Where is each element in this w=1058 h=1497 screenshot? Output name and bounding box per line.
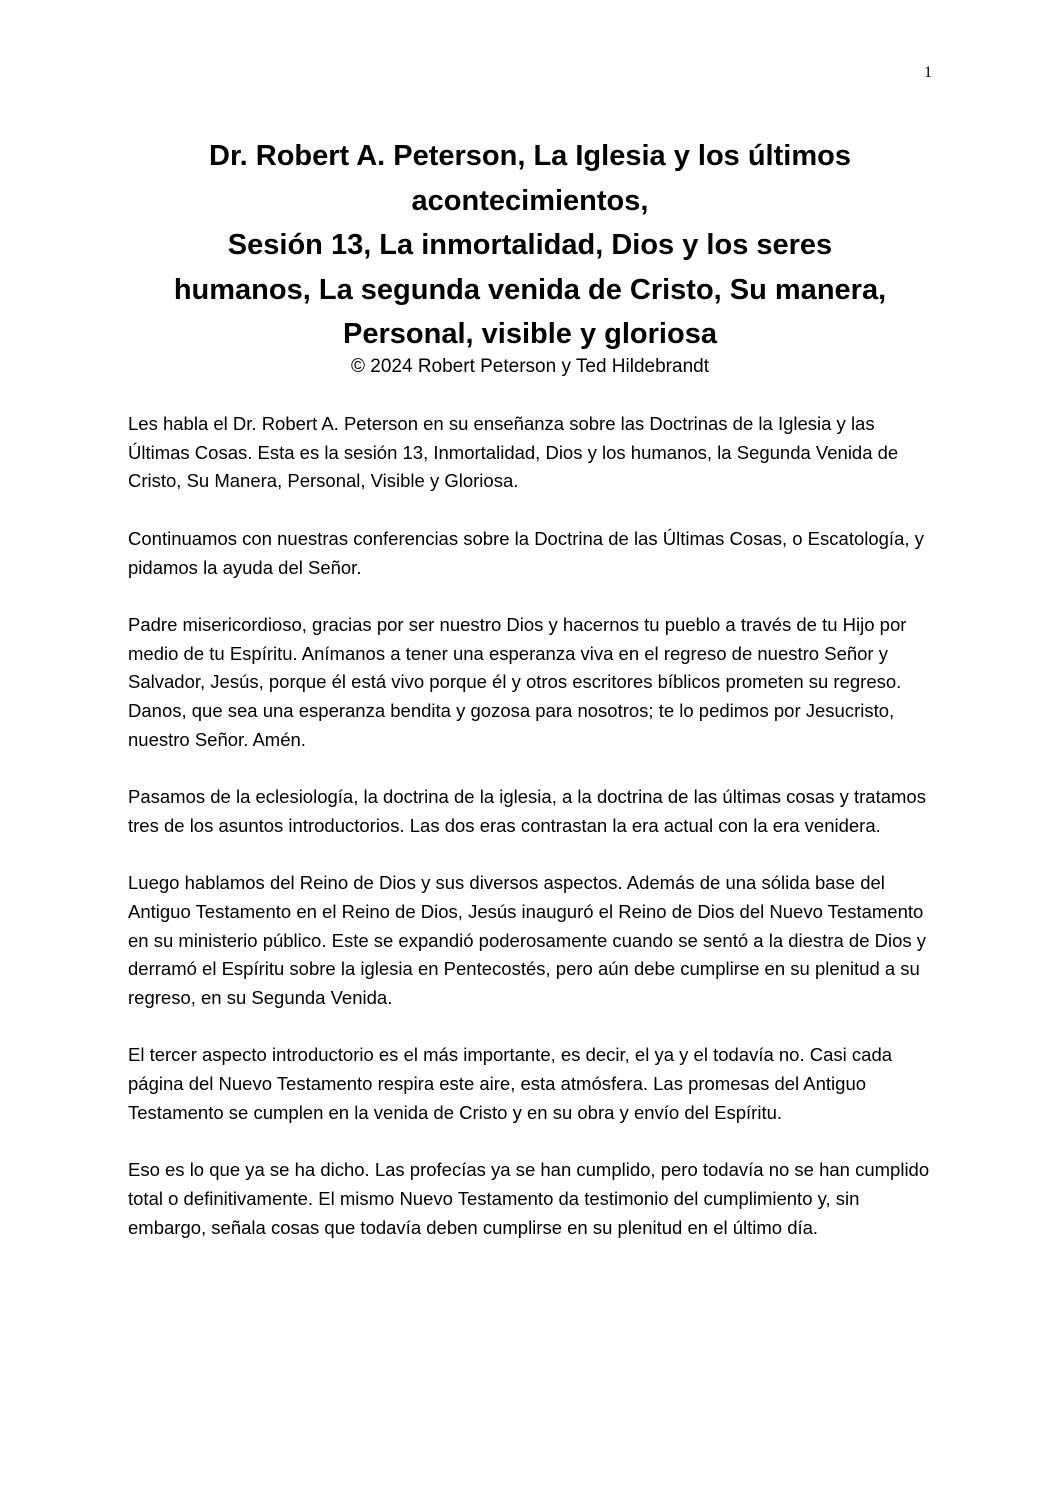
paragraph: Continuamos con nuestras conferencias sobre la Doctrina de las Últimas Cosas, o Escatología, y pidamos la ayuda del Señor. [128, 527, 924, 578]
paragraph: El tercer aspecto introductorio es el más importante, es decir, el ya y el todavía no. Casi cada página del Nuevo Testamento respira este aire, esta atmósfera. Las promesas del Antiguo Testamento se cumplen en la venida de Cristo y en su obra y envío del Espíritu. [128, 1044, 893, 1123]
document-header [110, 134, 950, 381]
title-line: humanos, La segunda venida de Cristo, Su manera, [173, 273, 887, 306]
paragraph: Padre misericordioso, gracias por ser nuestro Dios y hacernos tu pueblo a través de tu Hijo por medio de tu Espíritu. Anímanos a tener una esperanza viva en el regreso de nuestro Señor y Salvador, Jesús, porque él está vivo porque él y otros escritores bíblicos prometen su regreso. Danos, que sea una esperanza bendita y gozosa para nosotros; te lo pedimos por Jesucristo, nuestro Señor. Amén. [128, 613, 907, 750]
copyright-notice: © 2024 Robert Peterson y Ted Hildebrandt [351, 355, 709, 377]
page-number: 1 [924, 64, 932, 81]
title-line: Personal, visible y gloriosa [343, 318, 717, 350]
paragraph: Les habla el Dr. Robert A. Peterson en su enseñanza sobre las Doctrinas de la Iglesia y las Últimas Cosas. Esta es la sesión 13, Inmortalidad, Dios y los humanos, la Segunda Venida de Cristo, Su Manera, Personal, Visible y Gloriosa. [128, 413, 899, 492]
title-line: acontecimientos, [411, 184, 649, 217]
paragraph: Eso es lo que ya se ha dicho. Las profecías ya se han cumplido, pero todavía no se han cumplido total o definitivamente. El mismo Nuevo Testamento da testimonio del cumplimiento y, sin embargo, señala cosas que todavía deben cumplirse en su plenitud en el último día. [128, 1159, 930, 1238]
title-line: Sesión 13, La inmortalidad, Dios y los seres [227, 229, 833, 261]
document-body [128, 410, 934, 1271]
paragraph: Luego hablamos del Reino de Dios y sus diversos aspectos. Además de una sólida base del Antiguo Testamento en el Reino de Dios, Jesús inauguró el Reino de Dios del Nuevo Testamento en su ministerio público. Este se expandió poderosamente cuando se sentó a la diestra de Dios y derramó el Espíritu sobre la iglesia en Pentecostés, pero aún debe cumplirse en su plenitud a su regreso, en su Segunda Venida. [128, 872, 927, 1008]
title-line: Dr. Robert A. Peterson, La Iglesia y los últimos [209, 140, 851, 172]
paragraph: Pasamos de la eclesiología, la doctrina de la iglesia, a la doctrina de las últimas cosas y tratamos tres de los asuntos introductorios. Las dos eras contrastan la era actual con la era venidera. [128, 786, 926, 836]
